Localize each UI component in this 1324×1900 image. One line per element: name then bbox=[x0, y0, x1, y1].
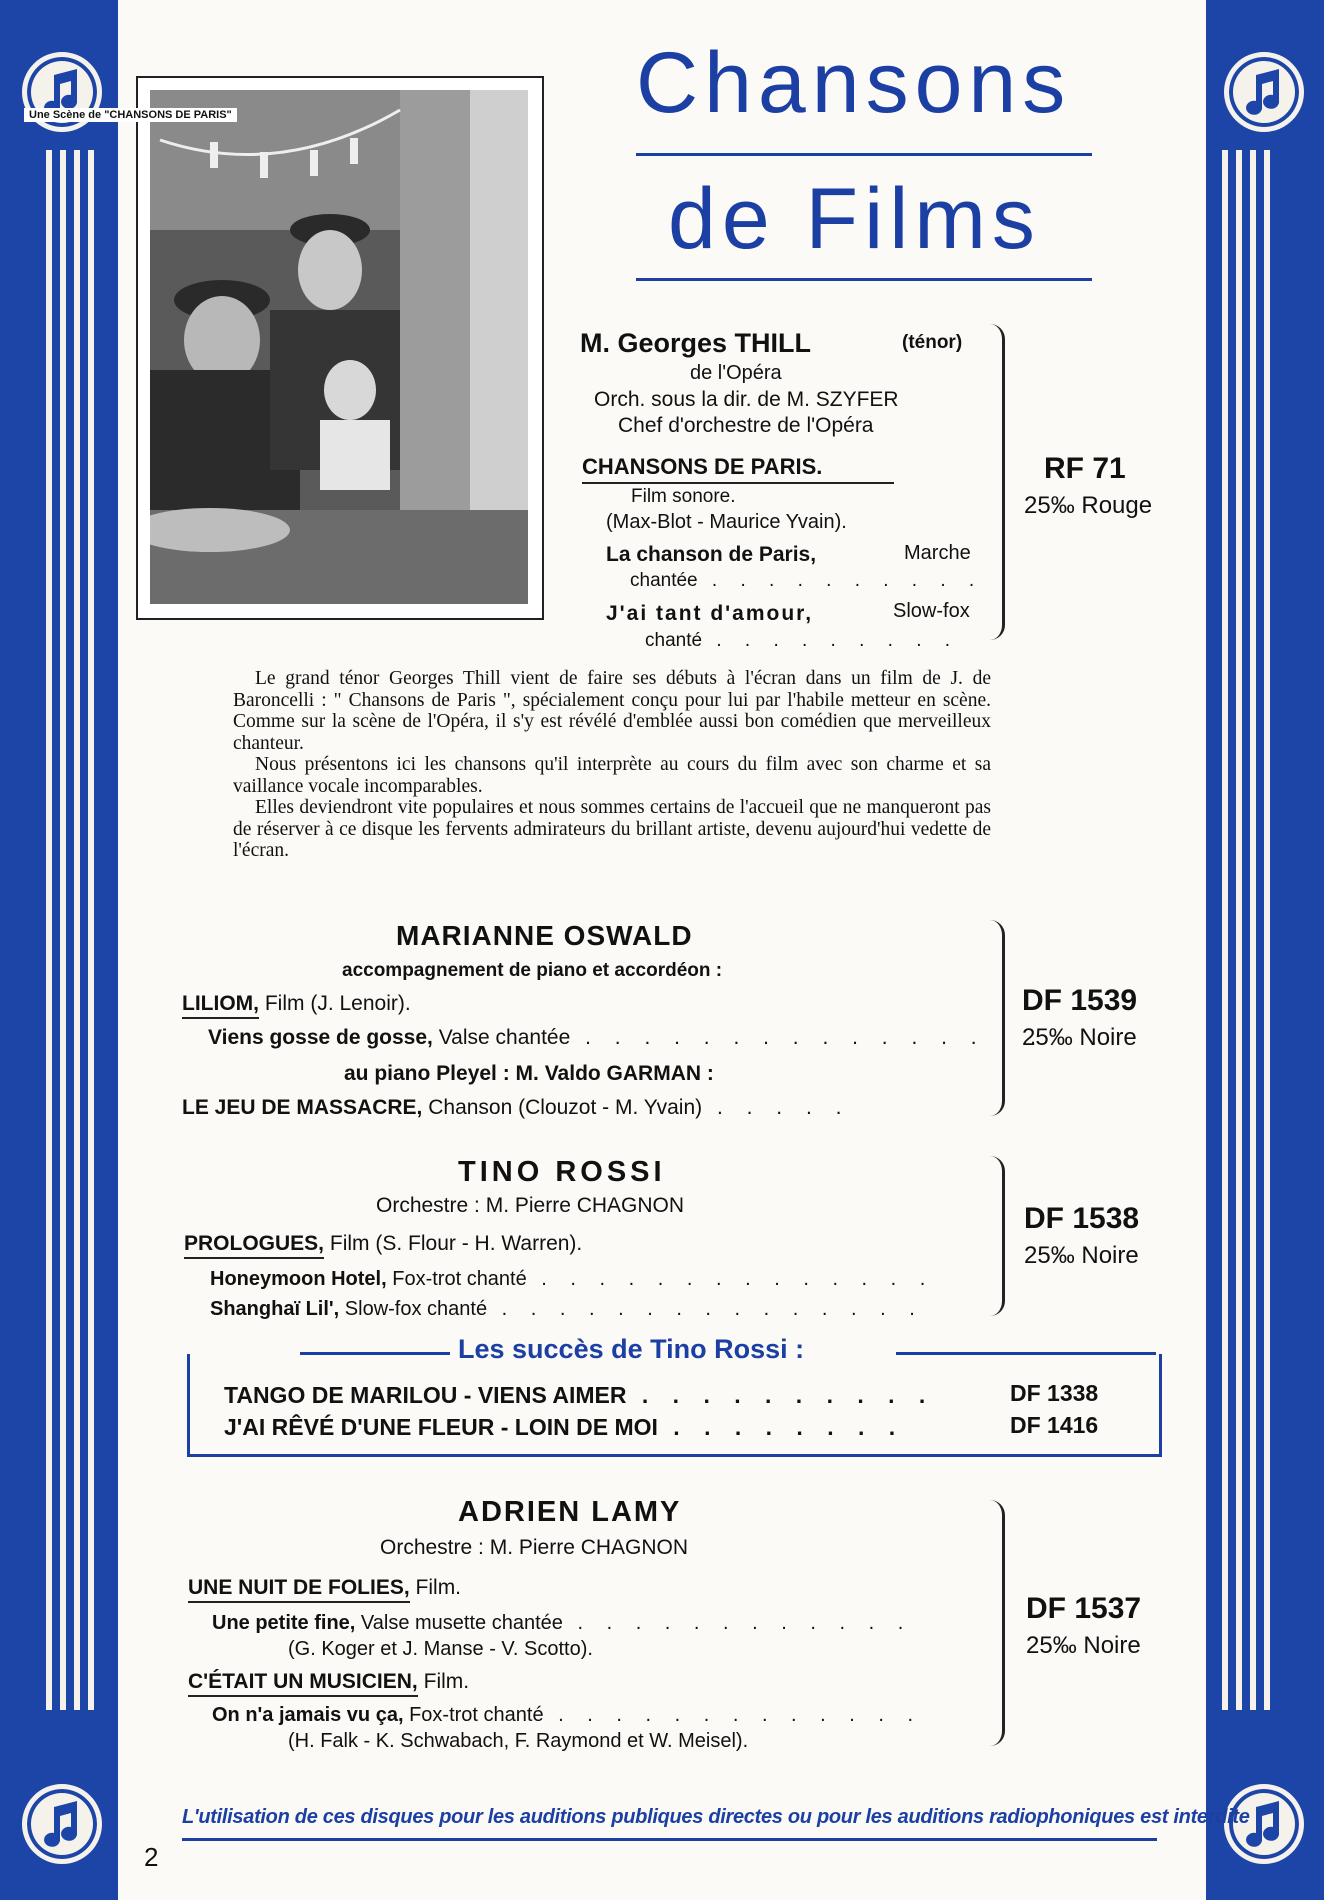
footer-rule bbox=[182, 1838, 1157, 1841]
left-border-stripes bbox=[46, 150, 106, 1710]
title-rule bbox=[636, 278, 1092, 281]
song-line: On n'a jamais vu ça, Fox-trot chanté . . . . . . . . . . . . . bbox=[212, 1704, 923, 1726]
succes-row-title: TANGO DE MARILOU - VIENS AIMER . . . . . . . . . . bbox=[224, 1382, 935, 1408]
song-line: Shanghaï Lil', Slow-fox chanté . . . . . . . . . . . . . . . bbox=[210, 1298, 924, 1320]
song-line: Viens gosse de gosse, Valse chantée . . . . . . . . . . . . . . . . bbox=[208, 1026, 1045, 1049]
page-title-line1: Chansons bbox=[636, 35, 1072, 131]
song-credits: (H. Falk - K. Schwabach, F. Raymond et W. Meisel). bbox=[288, 1730, 749, 1752]
song-type: Marche bbox=[904, 542, 971, 564]
artist-name: ADRIEN LAMY bbox=[458, 1496, 682, 1528]
succes-row-title: J'AI RÊVÉ D'UNE FLEUR - LOIN DE MOI . . . . . . . . bbox=[224, 1414, 905, 1440]
page-title-line2: de Films bbox=[668, 171, 1041, 267]
record-price: 25‰ Noire bbox=[1026, 1632, 1141, 1659]
song-type-cont: chanté . . . . . . . . . bbox=[645, 630, 960, 651]
catalog-reference: RF 71 bbox=[1044, 452, 1126, 485]
artist-affiliation: de l'Opéra bbox=[690, 362, 782, 384]
record-price: 25‰ Noire bbox=[1022, 1024, 1137, 1051]
film-description: Film sonore. bbox=[631, 486, 736, 507]
music-note-icon bbox=[1224, 52, 1304, 132]
song-line: LE JEU DE MASSACRE, Chanson (Clouzot - M. Yvain) . . . . . bbox=[182, 1096, 851, 1119]
song-title: J'ai tant d'amour, bbox=[606, 602, 814, 625]
accompaniment-line: accompagnement de piano et accordéon : bbox=[342, 960, 723, 981]
orchestra-line: Orchestre : M. Pierre CHAGNON bbox=[376, 1194, 685, 1217]
voice-type: (ténor) bbox=[902, 332, 963, 353]
conductor-line: Chef d'orchestre de l'Opéra bbox=[618, 414, 874, 437]
orchestra-line: Orchestre : M. Pierre CHAGNON bbox=[380, 1536, 689, 1559]
succes-row-ref: DF 1416 bbox=[1010, 1412, 1099, 1438]
accompaniment-line: au piano Pleyel : M. Valdo GARMAN : bbox=[344, 1062, 714, 1085]
brace-bracket bbox=[990, 1156, 1005, 1316]
footer-notice: L'utilisation de ces disques pour les auditions publiques directes ou pour les auditions radiophoniques est interdite bbox=[182, 1806, 1250, 1828]
artist-name: M. Georges THILL bbox=[580, 328, 812, 358]
paragraph-text: Elles deviendront vite populaires et nous sommes certains de l'accueil que ne manqueront pas de réserver à ce disque les fervents admirateurs du brillant artiste, devenu aujourd'hui vedette de l'écran. bbox=[233, 797, 991, 861]
left-border-band bbox=[0, 0, 118, 1900]
orchestra-line: Orch. sous la dir. de M. SZYFER bbox=[594, 388, 899, 411]
paragraph-text: Le grand ténor Georges Thill vient de faire ses débuts à l'écran dans un film de J. de Baroncelli : " Chansons de Paris ", spécialement conçu pour lui par l'habile metteur en scène. Comme sur la scène de l'Opéra, il s'y est révélé d'emblée aussi bon comédien que merveilleux chanteur. bbox=[233, 668, 991, 754]
title-rule bbox=[636, 153, 1092, 156]
catalog-reference: DF 1537 bbox=[1026, 1592, 1142, 1625]
artist-name: MARIANNE OSWALD bbox=[396, 920, 693, 951]
song-title: La chanson de Paris, bbox=[606, 543, 817, 566]
succes-row-ref: DF 1338 bbox=[1010, 1380, 1099, 1406]
paragraph-text: Nous présentons ici les chansons qu'il interprète au cours du film avec son charme et sa vaillance vocale incomparables. bbox=[233, 754, 991, 797]
film-title: CHANSONS DE PARIS. bbox=[582, 454, 894, 484]
photo-caption: Une Scène de "CHANSONS DE PARIS" bbox=[24, 108, 237, 122]
record-price: 25‰ Noire bbox=[1024, 1242, 1139, 1269]
brace-bracket bbox=[990, 920, 1005, 1116]
section-heading: Les succès de Tino Rossi : bbox=[458, 1334, 805, 1364]
film-line: PROLOGUES, Film (S. Flour - H. Warren). bbox=[184, 1232, 582, 1256]
song-line: Une petite fine, Valse musette chantée . . . . . . . . . . . . bbox=[212, 1612, 913, 1634]
film-still-photo bbox=[150, 90, 528, 604]
film-line: C'ÉTAIT UN MUSICIEN, Film. bbox=[188, 1670, 469, 1694]
catalog-reference: DF 1538 bbox=[1024, 1202, 1140, 1235]
film-line: UNE NUIT DE FOLIES, Film. bbox=[188, 1576, 461, 1600]
song-type: Slow-fox bbox=[893, 600, 970, 622]
song-credits: (G. Koger et J. Manse - V. Scotto). bbox=[288, 1638, 593, 1660]
right-border-band bbox=[1206, 0, 1324, 1900]
brace-bracket bbox=[990, 324, 1005, 640]
film-still-frame bbox=[136, 76, 544, 620]
film-line: LILIOM, Film (J. Lenoir). bbox=[182, 992, 411, 1016]
film-credits: (Max-Blot - Maurice Yvain). bbox=[606, 511, 847, 533]
catalog-reference: DF 1539 bbox=[1022, 984, 1138, 1017]
right-border-stripes bbox=[1222, 150, 1282, 1710]
description-paragraph bbox=[233, 668, 991, 862]
music-note-icon bbox=[22, 1784, 102, 1864]
page-number: 2 bbox=[144, 1842, 159, 1872]
song-line: Honeymoon Hotel, Fox-trot chanté . . . . . . . . . . . . . . bbox=[210, 1268, 935, 1290]
brace-bracket bbox=[990, 1500, 1005, 1746]
record-price: 25‰ Rouge bbox=[1024, 492, 1153, 519]
song-type-cont: chantée . . . . . . . . . . bbox=[630, 570, 984, 591]
artist-name: TINO ROSSI bbox=[458, 1156, 666, 1188]
